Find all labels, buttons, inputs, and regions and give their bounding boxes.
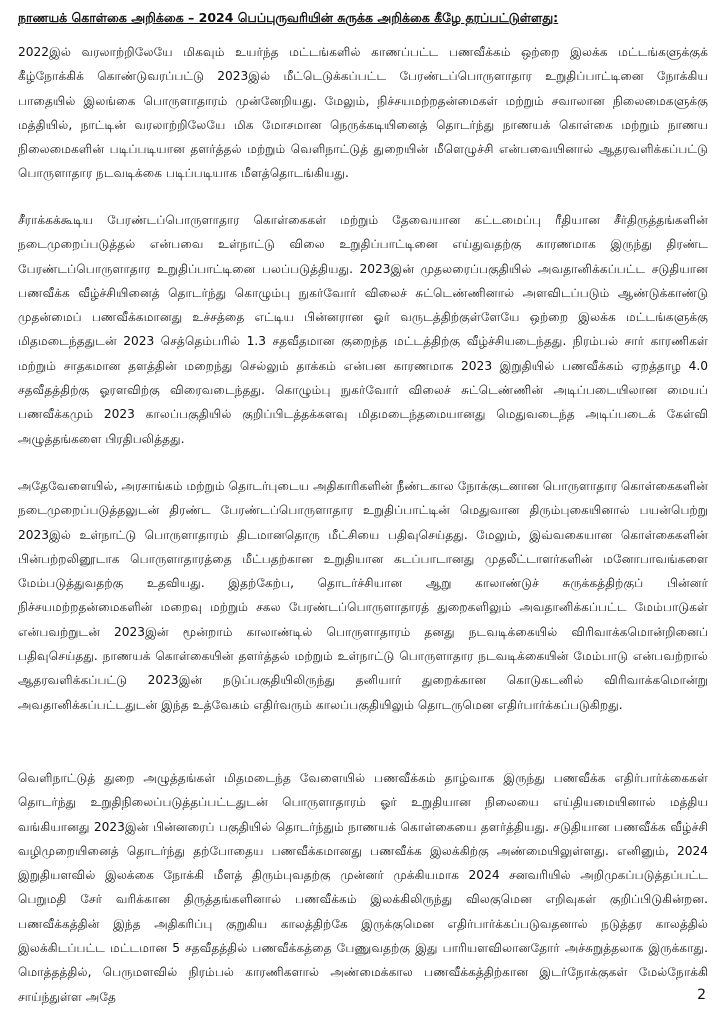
paragraph-4: வெளிநாட்டுத் துறை அழுத்தங்கள் மிதமடைந்த வேளையில் பணவீக்கம் தாழ்வாக இருந்து பணவீக்க எதிர்பார்க்கைகள் தொடர்ந்து உறுதிநிலைப்படுத்தப்பட்டதுடன் பொருளாதாரம் ஓர் உறுதியான நிலையை எய்தியமையினால் மத்திய வங்கியானது 2023இன் பின்னரைப் பகுதியில் தொடர்ந்தும் நாணயக் கொள்கையை தளர்த்தியது. சடுதியான பணவீக்க வீழ்ச்சி வழிமுறையினைத் தொடர்ந்து தற்போதைய பணவீக்கமானது பணவீக்க இலக்கிற்கு அண்மையிலுள்ளது. எனினும், 2024 இறுதியளவில் இலக்கை நோக்கி மீளத் திரும்புவதற்கு முன்னர் முக்கியமாக 2024 சனவரியில் அறிமுகப்படுத்தப்பட்ட பெறுமதி சேர் வரிக்கான திருத்தங்களினால் பணவீக்கம் இலக்கிலிருந்து விலகுமென எறிவுகள் குறிப்பிடுகின்றன. பணவீக்கத்தின் இந்த அதிகரிப்பு குறுகிய காலத்திற்கே இருக்குமென எதிர்பார்க்கப்படுவதனால் நடுத்தர காலத்தில் இலக்கிடப்பட்ட மட்டமான 5 சதவீதத்தில் பணவீக்கத்தை பேணுவதற்கு இது பாரியளவிலானதோர் அச்சுறுத்தலாக இருக்காது. மொத்தத்தில், பெருமளவில் நிரம்பல் காரணிகளால் அண்மைக்கால பணவீக்கத்திற்கான இடர்நோக்குகள் மேல்நோக்கி சாய்ந்துள்ள அதே xyxy=(18,771,708,1004)
paragraph-2: சீராக்கக்கூடிய பேரண்டப்பொருளாதார கொள்கைகள் மற்றும் தேவையான கட்டமைப்பு ரீதியான சீர்திருத்தங்களின் நடைமுறைப்படுத்தல் என்பவை உள்நாட்டு விலை உறுதிப்பாட்டினை எய்துவதற்கு காரணமாக இருந்து திரண்ட பேரண்டப்பொருளாதார உறுதிப்பாட்டினை பலப்படுத்தியது. 2023இன் முதலரைப்பகுதியில் அவதானிக்கப்பட்ட சடுதியான பணவீக்க வீழ்ச்சியினைத் தொடர்ந்து கொழும்பு நுகர்வோர் விலைச் சுட்டெண்ணினால் அளவிடப்படும் ஆண்டுக்காண்டு முதன்மைப் பணவீக்கமானது உச்சத்தை எட்டிய பின்னரான ஓர் வருடத்திற்குள்ளேயே ஒற்றை இலக்க மட்டங்களுக்கு மிதமடைந்ததுடன் 2023 செத்தெம்பரில் 1.3 சதவீதமான குறைந்த மட்டத்திற்கு வீழ்ச்சியடைந்தது. நிரம்பல் சார் காரணிகள் மற்றும் சாதகமான தளத்தின் மறைந்து செல்லும் தாக்கம் என்பன காரணமாக 2023 இறுதியில் பணவீக்கம் ஏறத்தாழ 4.0 சதவீதத்திற்கு ஓரளவிற்கு விரைவடைந்தது. கொழும்பு நுகர்வோர் விலைச் சுட்டெண்ணின் அடிப்படையிலான மையப் பணவீக்கமும் 2023 காலப்பகுதியில் குறிப்பிடத்தக்களவு மிதமடைந்தமையானது மெதுவடைந்த அடிப்படைக் கேள்வி அழுத்தங்களை பிரதிபலித்தது. xyxy=(18,213,708,446)
paragraph-3: அதேவேளையில், அரசாங்கம் மற்றும் தொடர்புடைய அதிகாரிகளின் நீண்டகால நோக்குடனான பொருளாதார கொள்கைகளின் நடைமுறைப்படுத்தலுடன் திரண்ட பேரண்டப்பொருளாதார உறுதிப்பாட்டின் மெதுவான திரும்புகையினால் பயன்பெற்று 2023இல் உள்நாட்டு பொருளாதாரம் திடமானதொரு மீட்சியை பதிவுசெய்தது. மேலும், இவ்வகையான கொள்கைகளின் பின்பற்றலினூடாக பொருளாதாரத்தை மீட்பதற்கான உறுதியான கடப்பாடானது முதலீட்டாளர்களின் மனோபாவங்களை மேம்படுத்துவதற்கு உதவியது. இதற்கேற்ப, தொடர்ச்சியான ஆறு காலாண்டுச் சுருக்கத்திற்குப் பின்னர் நிச்சயமற்றதன்மைகளின் மறைவு மற்றும் சகல பேரண்டப்பொருளாதாரத் துறைகளிலும் அவதானிக்கப்பட்ட மேம்பாடுகள் என்பவற்றுடன் 2023இன் மூன்றாம் காலாண்டில் பொருளாதாரம் தனது நடவடிக்கையில் விரிவாக்கமொன்றினைப் பதிவுசெய்தது. நாணயக் கொள்கையின் தளர்த்தல் மற்றும் உள்நாட்டு பொருளாதார நடவடிக்கையின் மேம்பாடு என்பவற்றால் ஆதரவளிக்கப்பட்டு 2023இன் நடுப்பகுதியிலிருந்து தனியார் துறைக்கான கொடுகடனில் விரிவாக்கமொன்று அவதானிக்கப்பட்டதுடன் இந்த உத்வேகம் எதிர்வரும் காலப்பகுதியிலும் தொடருமென எதிர்பார்க்கப்படுகிறது. xyxy=(18,479,708,712)
paragraph-1: 2022இல் வரலாற்றிலேயே மிகவும் உயர்ந்த மட்டங்களில் காணப்பட்ட பணவீக்கம் ஒற்றை இலக்க மட்டங்களுக்குக் கீழ்நோக்கிக் கொண்டுவரப்பட்டு 2023இல் மீட்டெடுக்கப்பட்ட பேரண்டப்பொருளாதார உறுதிப்பாட்டினை நோக்கிய பாதையில் இலங்கை பொருளாதாரம் முன்னேறியது. மேலும், நிச்சயமற்றதன்மைகள் மற்றும் சவாலான நிலைமைகளுக்கு மத்தியில், நாட்டின் வரலாற்றிலேயே மிக மோசமான நெருக்கடியினைத் தொடர்ந்து நாணயக் கொள்கை மற்றும் நாணய நிலைமைகளின் படிப்படியான தளர்த்தல் மற்றும் வெளிநாட்டுத் துறையின் மீளெழுச்சி என்பவையினால் ஆதரவளிக்கப்பட்டு பொருளாதார நடவடிக்கை படிப்படியாக மீளத்தொடங்கியது. xyxy=(18,45,708,181)
page-number: 2 xyxy=(697,987,706,1003)
document-heading: நாணயக் கொள்கை அறிக்கை – 2024 பெப்புருவரியின் சுருக்க அறிக்கை கீழே தரப்பட்டுள்ளது: xyxy=(18,10,559,25)
